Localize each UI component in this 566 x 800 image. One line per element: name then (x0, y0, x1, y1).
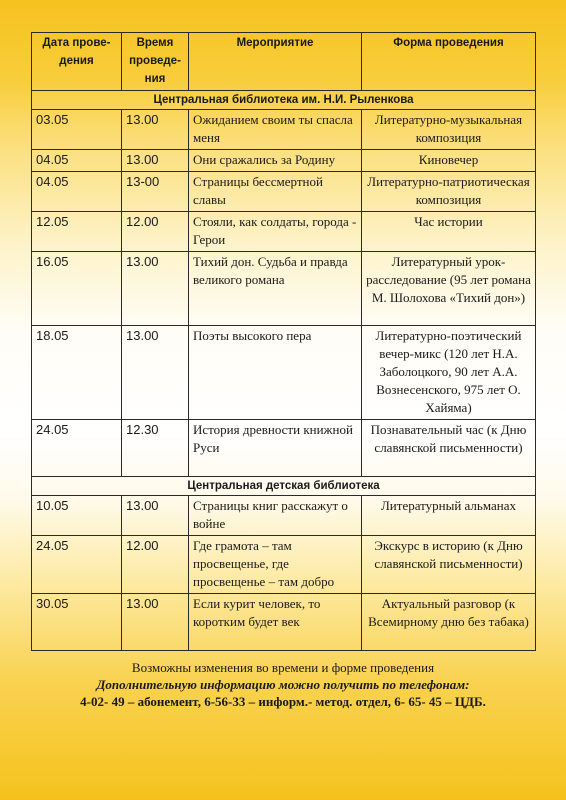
form-cell: Литературно-поэтический вечер-микс (120 лет Н.А. Заболоцкого, 90 лет А.А. Вознесенского, 975 лет О. Хайяма) (362, 326, 536, 420)
footer-info: Дополнительную информацию можно получить по телефонам: (96, 677, 470, 692)
date-cell: 24.05 (32, 536, 122, 594)
form-cell: Актуальный разговор (к Всемирному дню без табака) (362, 594, 536, 651)
form-cell: Литературно-музыкальная композиция (362, 110, 536, 150)
table-row (32, 172, 536, 212)
time-cell: 12.30 (122, 420, 189, 477)
time-cell: 13.00 (122, 326, 189, 420)
table-row (32, 420, 536, 477)
section-row (32, 91, 536, 110)
time-cell: 12.00 (122, 536, 189, 594)
event-cell: Стояли, как солдаты, города - Герои (189, 212, 362, 252)
event-cell: Ожиданием своим ты спасла меня (189, 110, 362, 150)
section-title: Центральная детская библиотека (32, 477, 536, 496)
form-cell: Киновечер (362, 150, 536, 172)
event-cell: Если курит человек, то коротким будет век (189, 594, 362, 651)
table-row (32, 110, 536, 150)
footer-note: Возможны изменения во времени и форме проведения (131, 660, 435, 675)
date-cell: 16.05 (32, 252, 122, 326)
time-cell: 12.00 (122, 212, 189, 252)
date-cell: 03.05 (32, 110, 122, 150)
time-cell: 13.00 (122, 150, 189, 172)
time-cell: 13.00 (122, 110, 189, 150)
header-event: Мероприятие (189, 33, 362, 91)
schedule-table (31, 32, 536, 651)
table-row (32, 150, 536, 172)
form-cell: Литературный альманах (362, 496, 536, 536)
table-row (32, 496, 536, 536)
date-cell: 18.05 (32, 326, 122, 420)
event-cell: Страницы книг расскажут о войне (189, 496, 362, 536)
header-row (32, 33, 536, 91)
time-cell: 13.00 (122, 252, 189, 326)
form-cell: Познавательный час (к Дню славянской письменности) (362, 420, 536, 477)
event-cell: История древности книжной Руси (189, 420, 362, 477)
header-time: Время проведе-ния (122, 33, 189, 91)
form-cell: Литературный урок-расследование (95 лет романа М. Шолохова «Тихий дон») (362, 252, 536, 326)
section-title: Центральная библиотека им. Н.И. Рыленкова (32, 91, 536, 110)
header-date: Дата прове-дения (32, 33, 122, 91)
schedule-table-header (32, 33, 536, 91)
footer (0, 659, 566, 710)
time-cell: 13.00 (122, 594, 189, 651)
footer-phones: 4-02- 49 – абонемент, 6-56-33 – информ.- метод. отдел, 6- 65- 45 – ЦДБ. (80, 694, 486, 709)
form-cell: Литературно-патриотическая композиция (362, 172, 536, 212)
event-cell: Поэты высокого пера (189, 326, 362, 420)
date-cell: 24.05 (32, 420, 122, 477)
event-cell: Тихий дон. Судьба и правда великого романа (189, 252, 362, 326)
schedule-table-body (32, 91, 536, 651)
table-row (32, 252, 536, 326)
header-form: Форма проведения (362, 33, 536, 91)
date-cell: 04.05 (32, 150, 122, 172)
table-row (32, 594, 536, 651)
table-row (32, 536, 536, 594)
date-cell: 04.05 (32, 172, 122, 212)
date-cell: 30.05 (32, 594, 122, 651)
table-row (32, 326, 536, 420)
time-cell: 13-00 (122, 172, 189, 212)
table-row (32, 212, 536, 252)
section-row (32, 477, 536, 496)
form-cell: Час истории (362, 212, 536, 252)
date-cell: 12.05 (32, 212, 122, 252)
event-cell: Они сражались за Родину (189, 150, 362, 172)
time-cell: 13.00 (122, 496, 189, 536)
date-cell: 10.05 (32, 496, 122, 536)
event-cell: Страницы бессмертной славы (189, 172, 362, 212)
event-cell: Где грамота – там просвещенье, где просвещенье – там добро (189, 536, 362, 594)
form-cell: Экскурс в историю (к Дню славянской письменности) (362, 536, 536, 594)
